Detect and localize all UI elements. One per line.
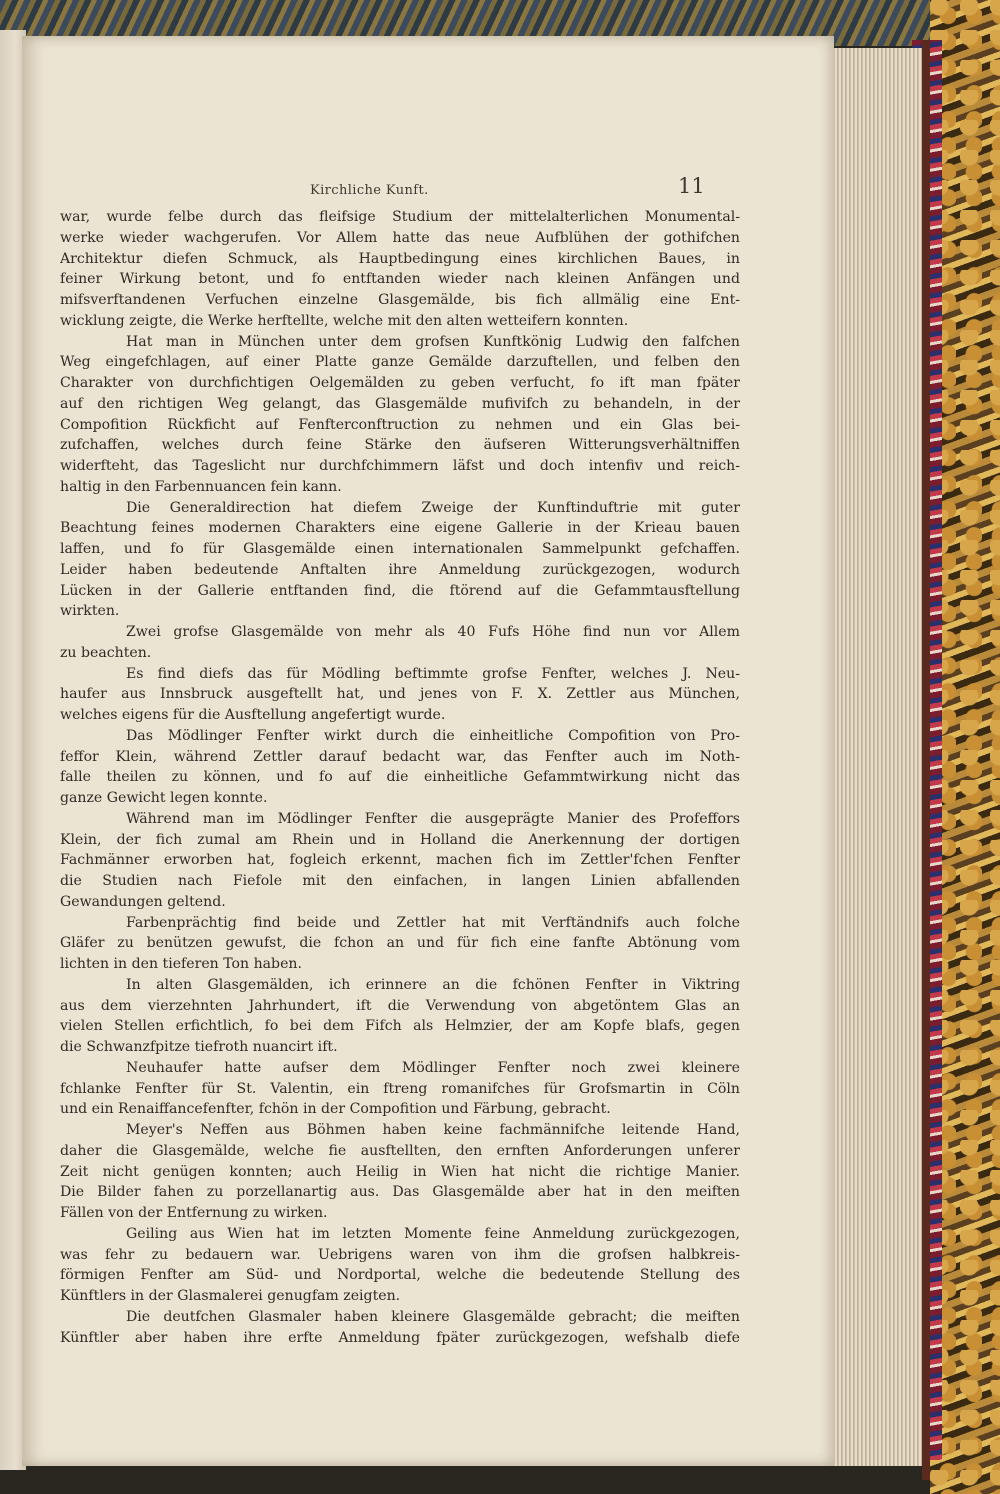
- text-line: welches eigens für die Ausftellung angefertigt wurde.: [60, 707, 446, 723]
- text-line: Leider haben bedeutende Anftalten ihre Anmeldung zurückgezogen, wodurch: [60, 561, 740, 578]
- text-line: aus dem vierzehnten Jahrhundert, ift die Verwendung von abgetöntem Glas an: [60, 997, 740, 1014]
- text-line: wicklung zeigte, die Werke herftellte, welche mit den alten wetteifern konnten.: [60, 312, 629, 329]
- text-line: auf den richtigen Weg gelangt, das Glasgemälde mufivifch zu behandeln, in der: [60, 395, 740, 412]
- text-line: Künftlers in der Glasmalerei genugfam zeigten.: [60, 1288, 401, 1304]
- text-line: widerfteht, das Tageslicht nur durchfchimmern läfst und doch intenfiv und reich-: [60, 458, 740, 474]
- text-line: haufer aus Innsbruck ausgeftellt hat, und jenes von F. X. Zettler aus München,: [60, 686, 740, 703]
- text-line: daher die Glasgemälde, welche fie ausftellten, den ernften Anforderungen unferer: [60, 1142, 740, 1159]
- text-line: feffor Klein, während Zettler darauf bedacht war, das Fenfter auch im Noth-: [60, 748, 740, 765]
- text-line: Architektur diefen Schmuck, als Hauptbedingung eines kirchlichen Baues, in: [60, 250, 740, 267]
- cover-board-edge: [922, 40, 930, 1480]
- text-line: Künftler aber haben ihre erfte Anmeldung fpäter zurückgezogen, wefshalb diefe: [60, 1329, 740, 1346]
- text-line: In alten Glasgemälden, ich erinnere an die fchönen Fenfter in Viktring: [126, 976, 740, 993]
- text-line: Die Generaldirection hat diefem Zweige der Kunftinduftrie mit guter: [126, 499, 740, 516]
- text-line: fchlanke Fenfter für St. Valentin, ein ftreng romanifches für Grofsmartin in Cöln: [60, 1080, 740, 1097]
- text-line: Die Bilder fahen zu porzellanartig aus. Das Glasgemälde aber hat in den meiften: [60, 1184, 740, 1201]
- text-line: die Studien nach Fiefole mit den einfachen, in langen Linien abfallenden: [60, 873, 740, 889]
- text-line: Gläfer zu benützen gewufst, die fchon an und für fich eine fanfte Abtönung vom: [60, 935, 740, 952]
- text-line: ganze Gewicht legen konnte.: [60, 790, 268, 806]
- text-line: Während man im Mödlinger Fenfter die ausgeprägte Manier des Profeffors: [126, 810, 740, 827]
- text-line: wirkten.: [60, 603, 120, 620]
- text-line: Lücken in der Gallerie entftanden find, die ftörend auf die Gefammtausftellung: [60, 582, 740, 599]
- text-line: Meyer's Neffen aus Böhmen haben keine fachmännifche leitende Hand,: [126, 1122, 740, 1138]
- text-line: feiner Wirkung betont, und fo entftanden wieder nach kleinen Anfängen und: [60, 271, 740, 288]
- text-line: mifsverftandenen Verfuchen einzelne Glasgemälde, bis fich allmälig eine Ent-: [60, 292, 740, 308]
- page-number: 11: [678, 174, 705, 198]
- text-line: Charakter von durchfichtigen Oelgemälden zu geben verfucht, fo ift man fpäter: [60, 375, 740, 391]
- text-line: Klein, der fich zumal am Rhein und in Holland die Anerkennung der dortigen: [60, 831, 740, 848]
- text-line: Compofition Rückficht auf Fenfterconftruction zu nehmen und ein Glas bei-: [60, 416, 740, 433]
- text-line: die Schwanzfpitze tiefroth nuancirt ift.: [60, 1039, 338, 1055]
- text-line: Zwei grofse Glasgemälde von mehr als 40 Fufs Höhe find nun vor Allem: [126, 624, 740, 640]
- text-line: förmigen Fenfter am Süd- und Nordportal, welche die bedeutende Stellung des: [60, 1267, 740, 1284]
- text-line: Es find diefs das für Mödling beftimmte grofse Fenfter, welches J. Neu-: [126, 665, 740, 682]
- text-line: falle theilen zu können, und fo auf die einheitliche Gefammtwirkung nicht das: [60, 769, 740, 786]
- text-line: war, wurde felbe durch das fleifsige Studium der mittelalterlichen Monumental-: [60, 209, 740, 225]
- text-line: Weg eingefchlagen, auf einer Platte ganze Gemälde darzuftellen, und felben den: [60, 354, 740, 371]
- text-line: was fehr zu bedauern war. Uebrigens waren von ihm die grofsen halbkreis-: [60, 1246, 740, 1263]
- running-head: [310, 174, 705, 204]
- text-line: Zeit nicht genügen konnten; auch Heilig in Wien hat nicht die richtige Manier.: [60, 1163, 740, 1180]
- text-line: und ein Renaiffancefenfter, fchön in der Compofition und Färbung, gebracht.: [60, 1101, 611, 1118]
- text-line: Beachtung feines modernen Charakters eine eigene Gallerie in der Krieau bauen: [60, 520, 740, 537]
- text-line: Gewandungen geltend.: [60, 893, 226, 910]
- text-line: Fachmänner erworben hat, fogleich erkennt, machen fich im Zettler'fchen Fenfter: [60, 852, 740, 869]
- text-line: werke wieder wachgerufen. Vor Allem hatte das neue Aufblühen der gothifchen: [60, 229, 740, 246]
- text-line: zu beachten.: [60, 644, 152, 661]
- text-line: Geiling aus Wien hat im letzten Momente feine Anmeldung zurückgezogen,: [126, 1225, 740, 1242]
- text-line: Fällen von der Entfernung zu wirken.: [60, 1205, 328, 1221]
- text-line: Die deutfchen Glasmaler haben kleinere Glasgemälde gebracht; die meiften: [126, 1308, 740, 1325]
- text-line: haltig in den Farbennuancen fein kann.: [60, 478, 342, 495]
- text-line: Hat man in München unter dem grofsen Kunftkönig Ludwig den falfchen: [126, 333, 740, 350]
- page-edges: [826, 48, 922, 1466]
- text-line: laffen, und fo für Glasgemälde einen internationalen Sammelpunkt gefchaffen.: [60, 541, 740, 557]
- text-line: lichten in den tieferen Ton haben.: [60, 956, 302, 972]
- text-line: Das Mödlinger Fenfter wirkt durch die einheitliche Compofition von Pro-: [126, 727, 740, 744]
- text-line: Neuhaufer hatte aufser dem Mödlinger Fenfter noch zwei kleinere: [126, 1059, 740, 1076]
- body-text: [60, 207, 740, 1348]
- running-title: Kirchliche Kunft.: [310, 183, 429, 198]
- text-line: zufchaffen, welches durch feine Stärke den äufseren Witterungsverhältniffen: [60, 437, 740, 454]
- text-line: Farbenprächtig find beide und Zettler hat mit Verftändnifs auch folche: [126, 914, 740, 931]
- text-line: vielen Stellen erfichtlich, fo bei dem Fifch als Helmzier, der am Kopfe blafs, gegen: [60, 1018, 740, 1035]
